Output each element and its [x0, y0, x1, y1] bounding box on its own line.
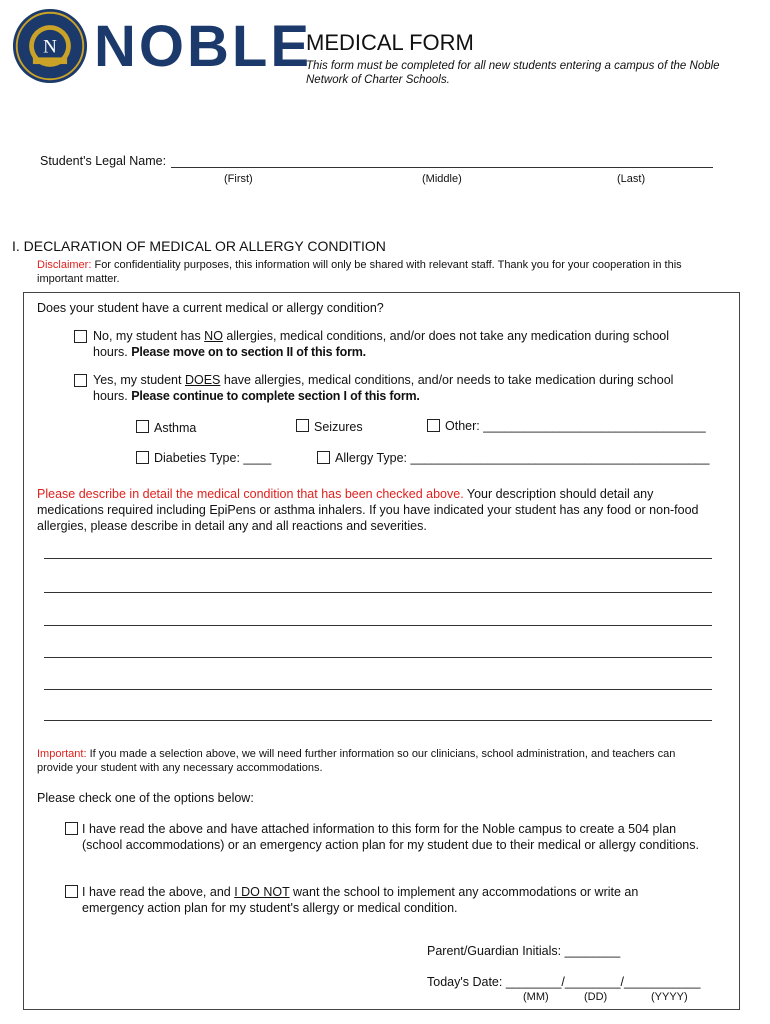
- describe-instructions: Please describe in detail the medical condition that has been checked above. Your description should detail any medications required including EpiPens or asthma inhalers. If you have indicated your student has any food or non-food allergies, please describe in detail any and all reactions and severities.: [37, 487, 699, 533]
- allergy-checkbox[interactable]: [317, 451, 330, 464]
- yes-condition-checkbox[interactable]: [74, 374, 87, 387]
- disclaimer-text: For confidentiality purposes, this information will only be shared with relevant staff. Thank you for your cooperation in this important matter.: [37, 259, 682, 285]
- diabetes-field[interactable]: Diabeties Type: ____: [154, 451, 272, 465]
- first-name-caption: (First): [224, 173, 253, 185]
- guardian-initials-field[interactable]: Parent/Guardian Initials: ________: [427, 944, 621, 958]
- student-name-label: Student's Legal Name:: [40, 154, 167, 168]
- diabetes-checkbox[interactable]: [136, 451, 149, 464]
- check-one-instruction: Please check one of the options below:: [37, 791, 254, 805]
- attach-plan-text: I have read the above and have attached information to this form for the Noble campus to create a 504 plan (school accommodations) or an emergency action plan for my student due to their medical or allergy conditions.: [82, 822, 699, 852]
- day-caption: (DD): [584, 991, 608, 1003]
- noble-wordmark: NOBLE: [94, 14, 312, 79]
- noble-seal-logo: [12, 8, 88, 84]
- todays-date-field[interactable]: Today's Date: ________/________/___________: [427, 975, 701, 989]
- important-note: Important: If you made a selection above, we will need further information so our clinicians, school administration, and teachers can provide your student with any necessary accommodations.: [37, 748, 676, 774]
- seizures-checkbox[interactable]: [296, 419, 309, 432]
- seizures-label: Seizures: [314, 420, 363, 434]
- disclaimer: [37, 259, 727, 286]
- yes-condition-text: Yes, my student DOES have allergies, medical conditions, and/or needs to take medication during school hours. Please continue to complete section I of this form.: [93, 373, 674, 403]
- month-caption: (MM): [523, 991, 549, 1003]
- form-title: MEDICAL FORM: [306, 30, 474, 55]
- student-name-field[interactable]: [171, 154, 713, 168]
- allergy-field[interactable]: Allergy Type: ___________________________________________: [335, 451, 710, 465]
- form-subtitle: This form must be completed for all new students entering a campus of the Noble Network of Charter Schools.: [306, 60, 720, 86]
- attach-plan-checkbox[interactable]: [65, 822, 78, 835]
- asthma-checkbox[interactable]: [136, 420, 149, 433]
- disclaimer-label: Disclaimer:: [37, 259, 92, 271]
- description-line[interactable]: [44, 657, 712, 658]
- condition-question: Does your student have a current medical or allergy condition?: [37, 301, 384, 315]
- middle-name-caption: (Middle): [422, 173, 462, 185]
- description-line[interactable]: [44, 558, 712, 559]
- decline-plan-text: I have read the above, and I DO NOT want the school to implement any accommodations or write an emergency action plan for my student's allergy or medical condition.: [82, 885, 639, 915]
- asthma-label: Asthma: [154, 421, 197, 435]
- svg-text:N: N: [43, 36, 57, 58]
- year-caption: (YYYY): [651, 991, 688, 1003]
- description-line[interactable]: [44, 689, 712, 690]
- description-line[interactable]: [44, 592, 712, 593]
- description-line[interactable]: [44, 720, 712, 721]
- last-name-caption: (Last): [617, 173, 646, 185]
- section-heading: I. DECLARATION OF MEDICAL OR ALLERGY CONDITION: [12, 238, 386, 254]
- other-checkbox[interactable]: [427, 419, 440, 432]
- other-field[interactable]: Other: ________________________________: [445, 419, 706, 433]
- no-condition-checkbox[interactable]: [74, 330, 87, 343]
- description-line[interactable]: [44, 625, 712, 626]
- no-condition-text: No, my student has NO allergies, medical conditions, and/or does not take any medication during school hours. Please move on to section II of this form.: [93, 329, 670, 359]
- decline-plan-checkbox[interactable]: [65, 885, 78, 898]
